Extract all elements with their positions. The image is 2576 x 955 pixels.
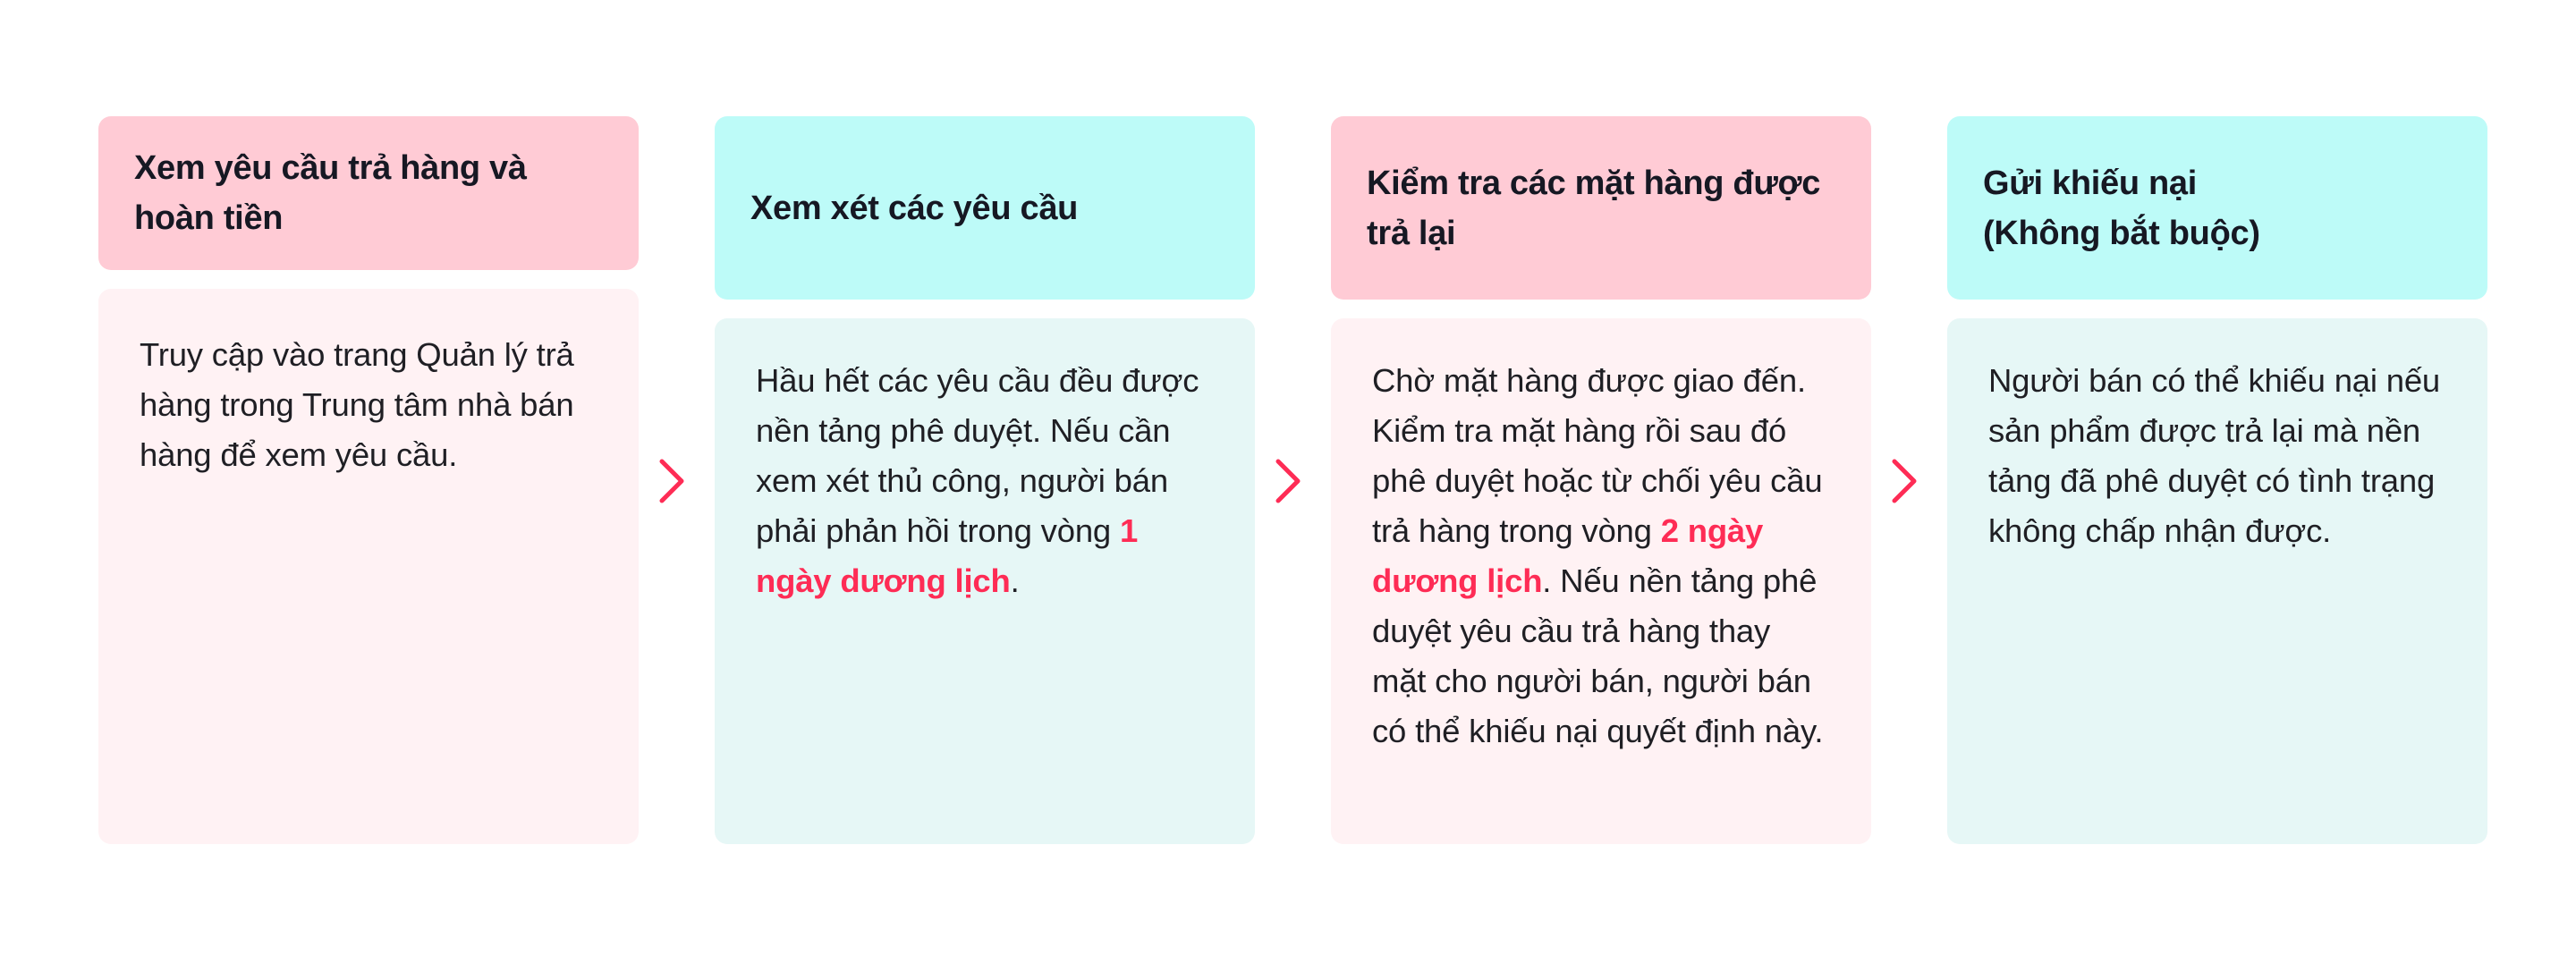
step-header [715, 116, 1255, 300]
step-description-box [98, 289, 639, 844]
chevron-right-icon [1887, 452, 1923, 510]
step-title: Kiểm tra các mặt hàng được trả lại [1367, 164, 1821, 252]
step-header [98, 116, 639, 270]
description-text-end: . [1010, 562, 1020, 599]
step-description [756, 356, 1214, 606]
step-title: Gửi khiếu nại (Không bắt buộc) [1983, 164, 2260, 252]
step-inspect-returned-items [1331, 116, 1871, 844]
step-submit-dispute [1947, 116, 2487, 844]
step-view-return-requests [98, 116, 639, 844]
step-header [1947, 116, 2487, 300]
return-process-flow [98, 116, 2487, 844]
deadline-highlight: 1 ngày dương lịch [756, 512, 1139, 599]
step-review-requests [715, 116, 1255, 844]
step-title: Xem xét các yêu cầu [750, 189, 1079, 227]
description-text: Người bán có thể khiếu nại nếu sản phẩm được trả lại mà nền tảng đã phê duyệt có tình trạng không chấp nhận được. [1988, 362, 2441, 549]
step-description-box [1947, 318, 2487, 844]
step-description-box [1331, 318, 1871, 844]
description-text: Chờ mặt hàng được giao đến. Kiểm tra mặt hàng rồi sau đó phê duyệt hoặc từ chối yêu cầu trả hàng trong vòng [1372, 362, 1823, 549]
chevron-right-icon [655, 452, 691, 510]
step-description [1988, 356, 2446, 556]
step-description [140, 330, 597, 480]
description-text-end: . Nếu nền tảng phê duyệt yêu cầu trả hàng thay mặt cho người bán, người bán có thể khiếu nại quyết định này. [1372, 562, 1824, 749]
chevron-right-icon [1271, 452, 1307, 510]
step-title: Xem yêu cầu trả hàng và hoàn tiền [134, 149, 527, 237]
description-text: Truy cập vào trang Quản lý trả hàng trong Trung tâm nhà bán hàng để xem yêu cầu. [140, 336, 574, 473]
description-text: Hầu hết các yêu cầu đều được nền tảng phê duyệt. Nếu cần xem xét thủ công, người bán phải phản hồi trong vòng [756, 362, 1199, 549]
step-header [1331, 116, 1871, 300]
step-description-box [715, 318, 1255, 844]
step-description [1372, 356, 1830, 756]
deadline-highlight: 2 ngày dương lịch [1372, 512, 1764, 599]
